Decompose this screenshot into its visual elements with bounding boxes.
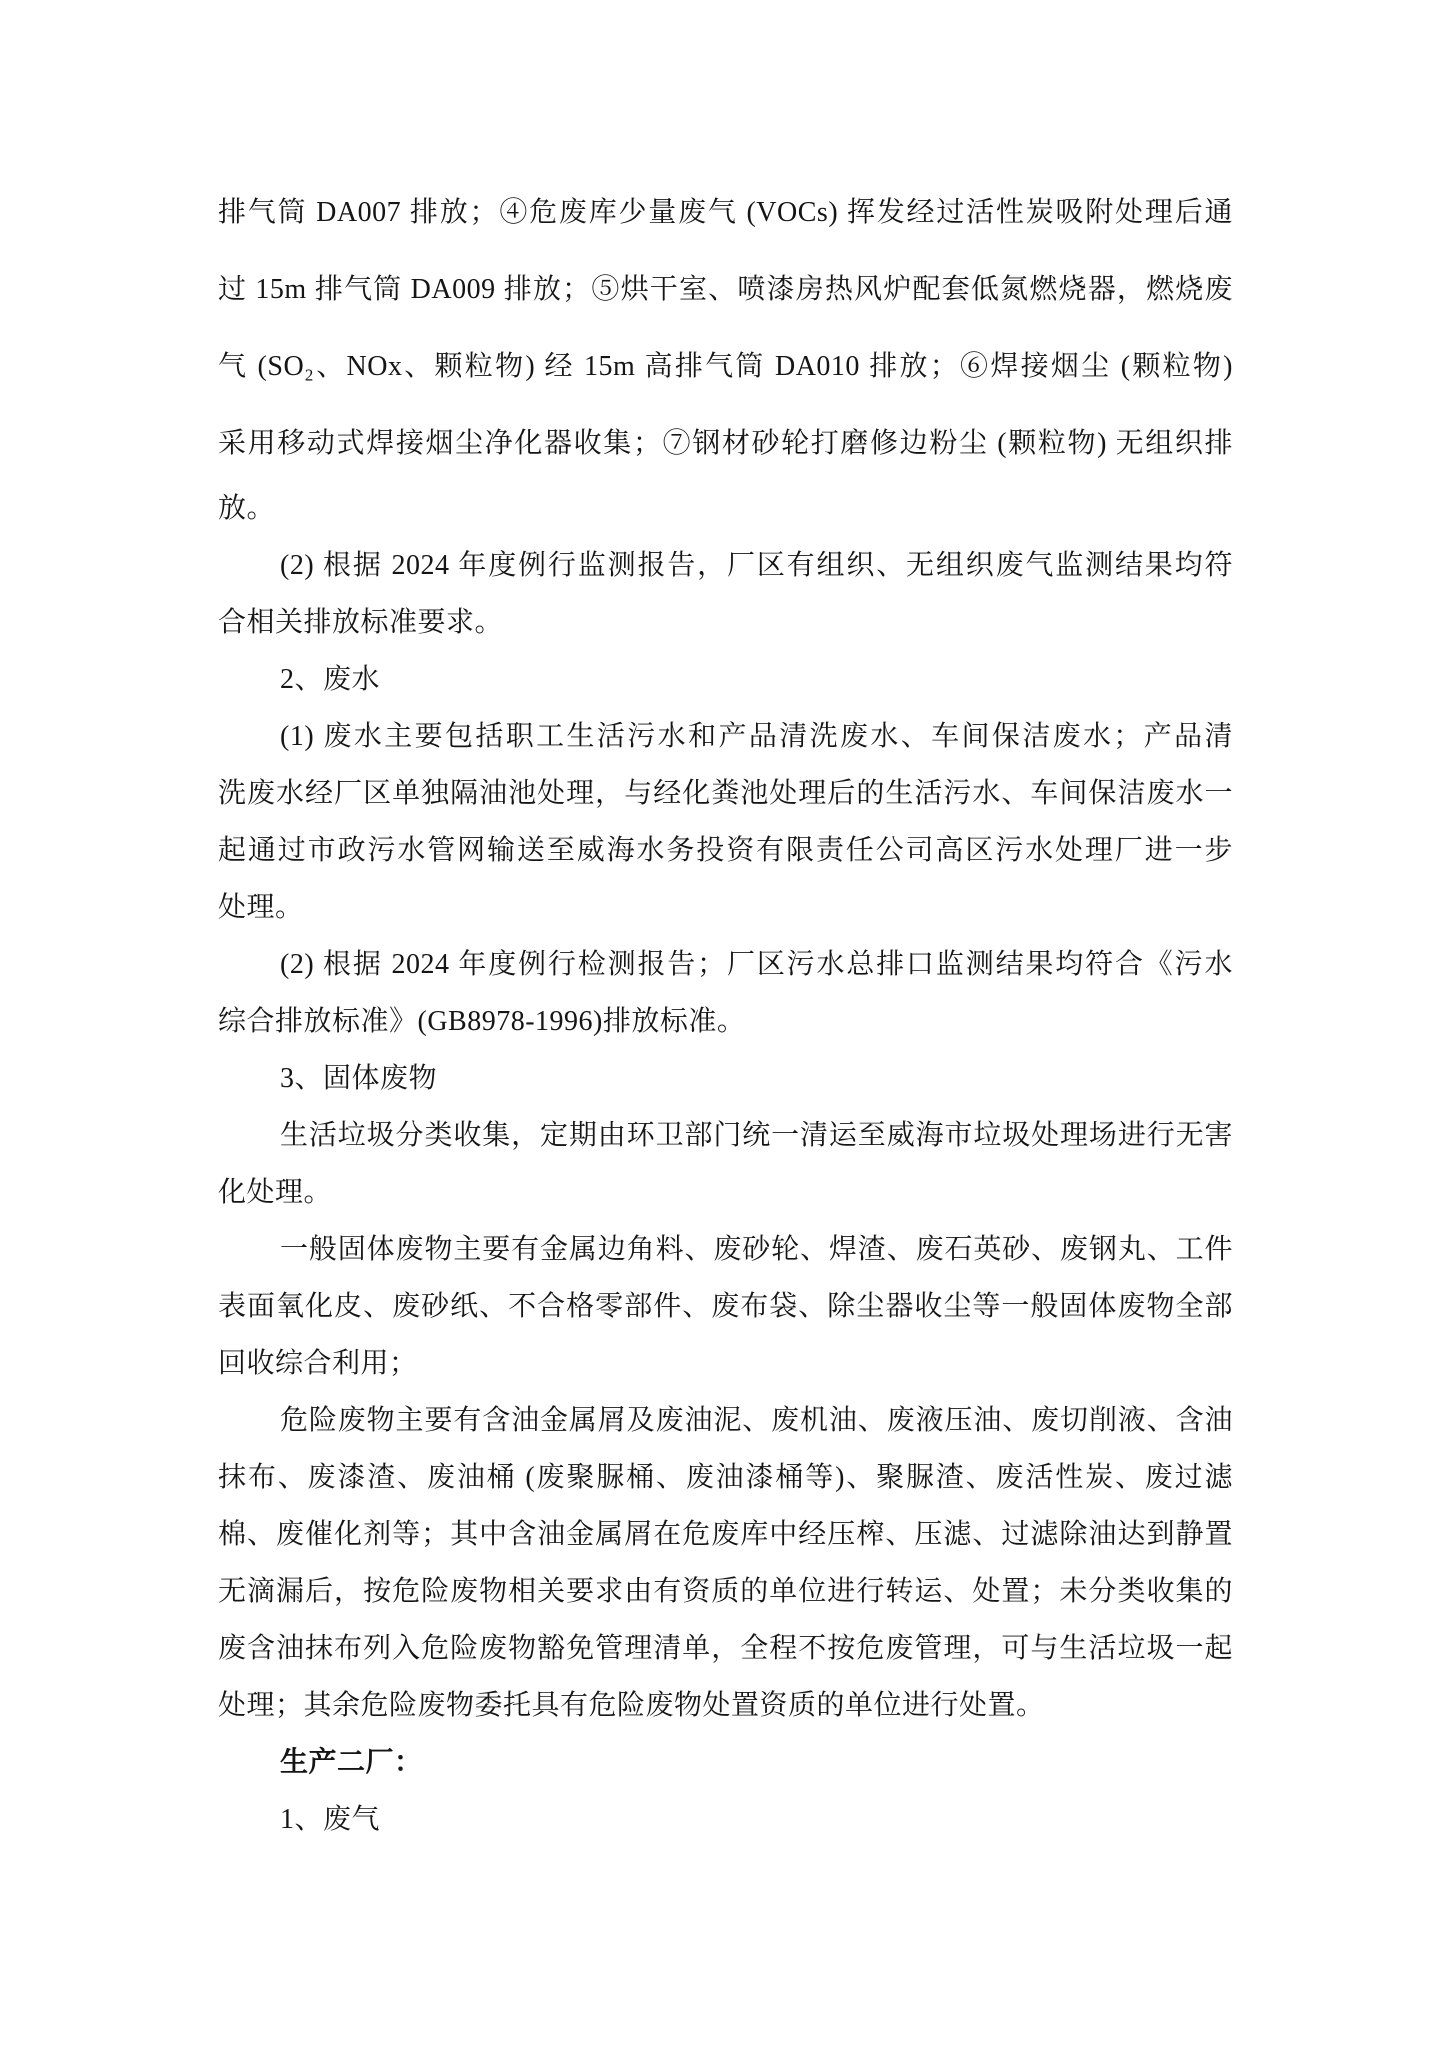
text-line: 抹布、废漆渣、废油桶 (废聚脲桶、废油漆桶等)、聚脲渣、废活性炭、废过滤 (218, 1462, 1233, 1493)
text-line: 3、固体废物 (280, 1063, 438, 1094)
text-line: 化处理。 (218, 1177, 333, 1208)
intro-paragraph (218, 174, 1233, 482)
text-line: 洗废水经厂区单独隔油池处理，与经化粪池处理后的生活污水、车间保洁废水一 (218, 778, 1233, 809)
text-line: 气 (SO₂、NOx、颗粒物) 经 15m 高排气筒 DA010 排放；⑥焊接烟尘 (颗粒物) (218, 351, 1233, 382)
text-line: 回收综合利用； (218, 1348, 418, 1379)
text-line: 起通过市政污水管网输送至威海水务投资有限责任公司高区污水处理厂进一步 (218, 835, 1233, 866)
text-line: 过 15m 排气筒 DA009 排放；⑤烘干室、喷漆房热风炉配套低氮燃烧器，燃烧废 (218, 274, 1233, 305)
text-line: 合相关排放标准要求。 (218, 607, 504, 638)
text-line: 放。 (218, 493, 276, 524)
text-line: (2) 根据 2024 年度例行检测报告；厂区污水总排口监测结果均符合《污水 (280, 949, 1233, 980)
text-line: 危险废物主要有含油金属屑及废油泥、废机油、废液压油、废切削液、含油 (280, 1405, 1233, 1436)
text-line: 采用移动式焊接烟尘净化器收集；⑦钢材砂轮打磨修边粉尘 (颗粒物) 无组织排 (218, 428, 1233, 459)
body-text (218, 480, 1233, 1848)
text-line: 2、废水 (280, 664, 381, 695)
text-line: (1) 废水主要包括职工生活污水和产品清洗废水、车间保洁废水；产品清 (280, 721, 1233, 752)
text-line: (2) 根据 2024 年度例行监测报告，厂区有组织、无组织废气监测结果均符 (280, 550, 1233, 581)
text-line: 处理；其余危险废物委托具有危险废物处置资质的单位进行处置。 (218, 1690, 1045, 1721)
text-line: 1、废气 (280, 1804, 381, 1835)
text-line: 生产二厂： (280, 1747, 423, 1778)
text-line: 排气筒 DA007 排放；④危废库少量废气 (VOCs) 挥发经过活性炭吸附处理后通 (218, 197, 1233, 228)
text-line: 表面氧化皮、废砂纸、不合格零部件、废布袋、除尘器收尘等一般固体废物全部 (218, 1291, 1233, 1322)
text-line: 废含油抹布列入危险废物豁免管理清单，全程不按危废管理，可与生活垃圾一起 (218, 1633, 1233, 1664)
text-line: 无滴漏后，按危险废物相关要求由有资质的单位进行转运、处置；未分类收集的 (218, 1576, 1233, 1607)
text-line: 处理。 (218, 892, 304, 923)
text-line: 综合排放标准》(GB8978-1996)排放标准。 (218, 1006, 746, 1037)
text-line: 生活垃圾分类收集，定期由环卫部门统一清运至威海市垃圾处理场进行无害 (280, 1120, 1233, 1151)
text-line: 一般固体废物主要有金属边角料、废砂轮、焊渣、废石英砂、废钢丸、工件 (280, 1234, 1233, 1265)
text-line: 棉、废催化剂等；其中含油金属屑在危废库中经压榨、压滤、过滤除油达到静置 (218, 1519, 1233, 1550)
